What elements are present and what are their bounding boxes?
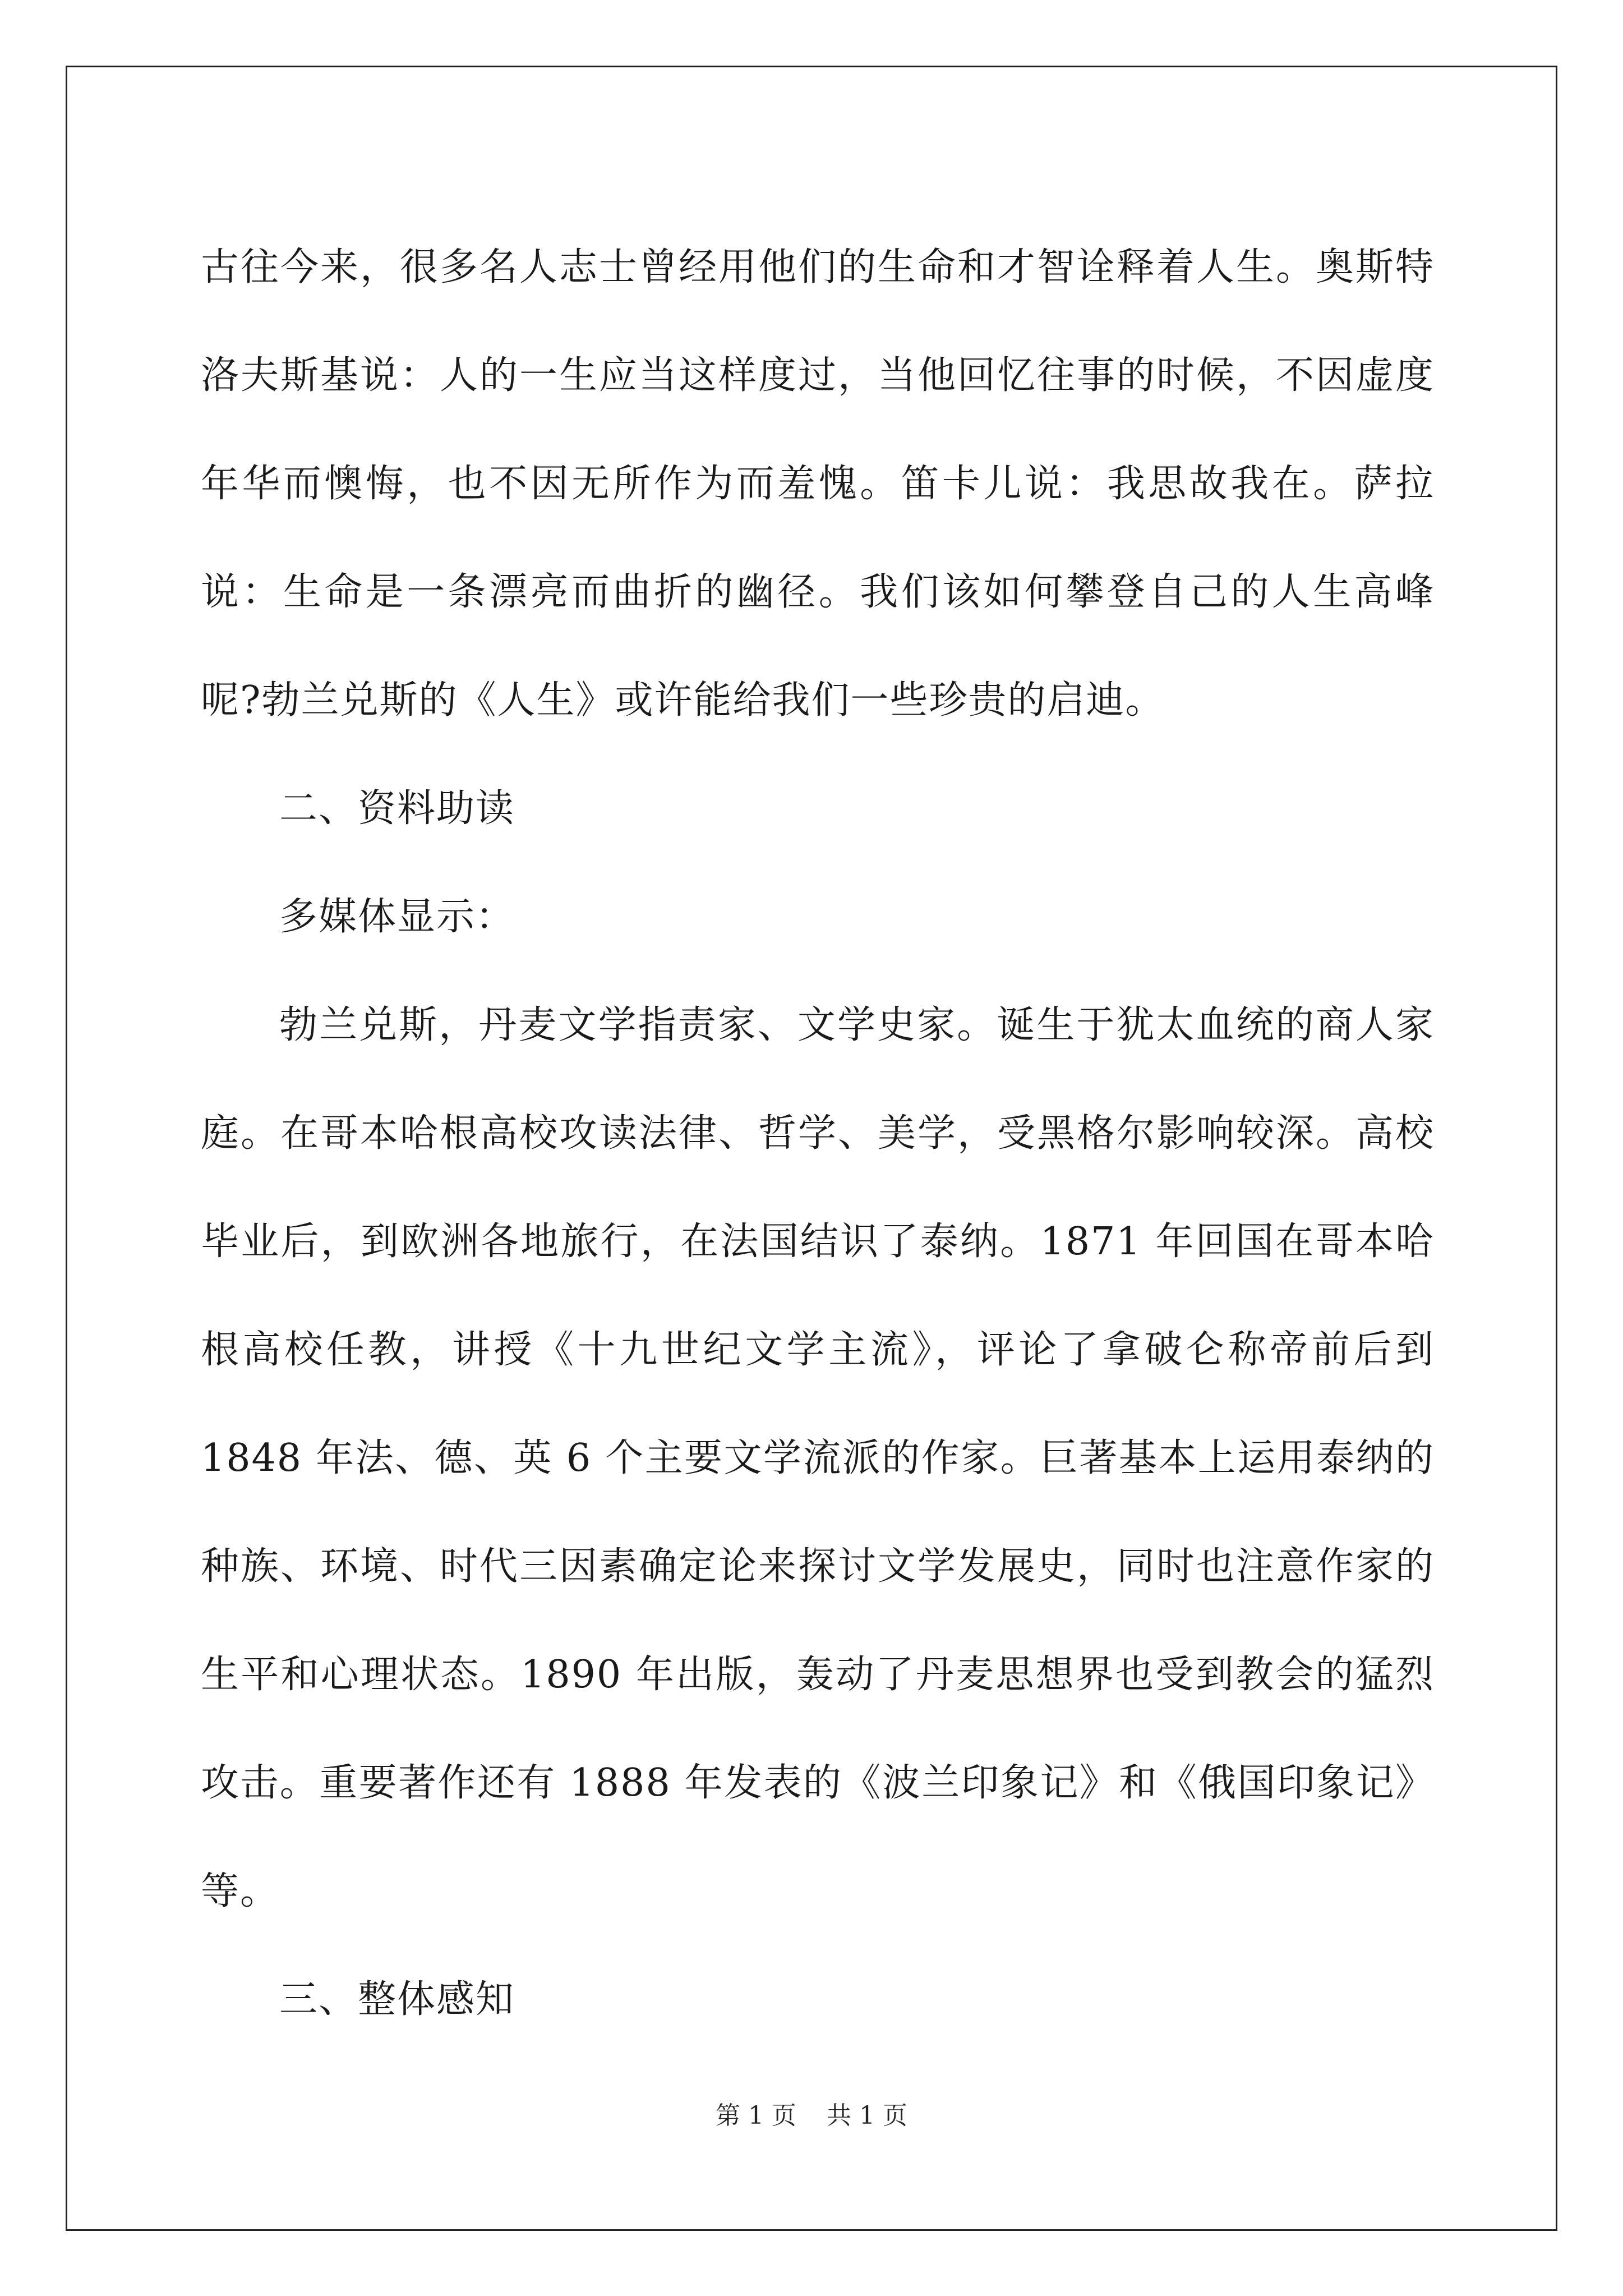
section-heading-overview: 三、整体感知 — [279, 1977, 515, 2022]
page-total: 共 1 页 — [827, 2101, 907, 2130]
page-number: 第 1 页 — [716, 2101, 796, 2130]
section-heading-resources: 二、资料助读 — [279, 786, 515, 831]
multimedia-label: 多媒体显示： — [279, 895, 515, 939]
document-body — [201, 213, 1435, 2054]
author-bio-paragraph: 勃兰兑斯，丹麦文学指责家、文学史家。诞生于犹太血统的商人家庭。在哥本哈根高校攻读法律、哲学、美学，受黑格尔影响较深。高校毕业后，到欧洲各地旅行，在法国结识了泰纳。1871 年回国在哥本哈根高校任教，讲授《十九世纪文学主流》，评论了拿破仑称帝前后到 1848 年法、德、英 6 个主要文学流派的作家。巨著基本上运用泰纳的种族、环境、时代三因素确定论来探讨文学发展史，同时也注意作家的生平和心理状态。1890 年出版，轰动了丹麦思想界也受到教会的猛烈攻击。重要著作还有 1888 年发表的《波兰印象记》和《俄国印象记》等。 — [201, 1003, 1435, 1913]
intro-paragraph: 古往今来，很多名人志士曾经用他们的生命和才智诠释着人生。奥斯特洛夫斯基说：人的一生应当这样度过，当他回忆往事的时候，不因虚度年华而懊悔，也不因无所作为而羞愧。笛卡儿说：我思故我在。萨拉说：生命是一条漂亮而曲折的幽径。我们该如何攀登自己的人生高峰呢?勃兰兑斯的《人生》或许能给我们一些珍贵的启迪。 — [201, 245, 1435, 723]
page-footer — [0, 2095, 1623, 2131]
